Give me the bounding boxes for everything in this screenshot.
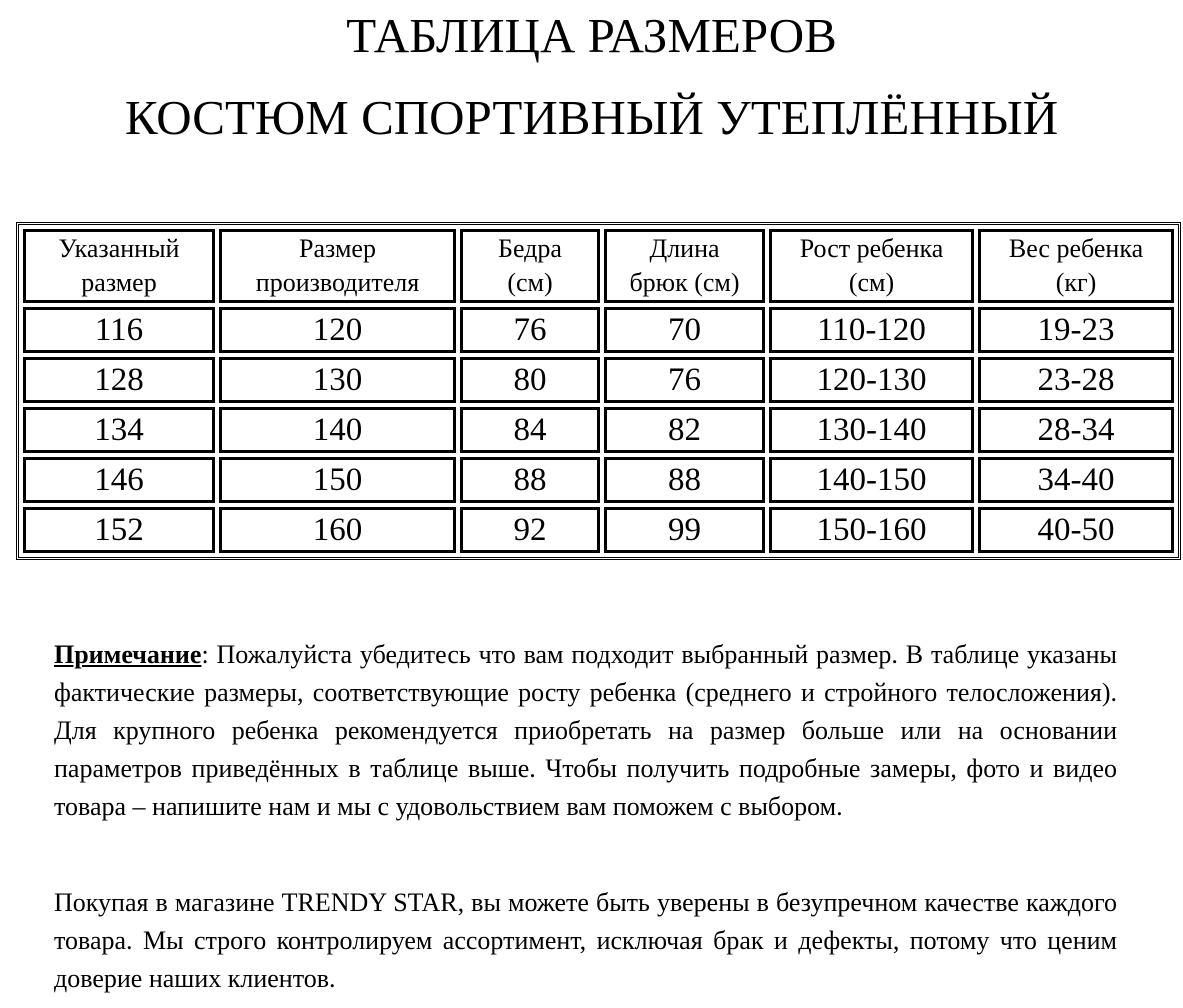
table-cell: 130	[219, 357, 456, 403]
table-row	[23, 407, 1174, 453]
table-cell: 116	[23, 307, 215, 353]
size-chart-table	[16, 222, 1181, 560]
table-cell: 92	[460, 507, 600, 553]
table-cell: 88	[460, 457, 600, 503]
table-cell: 40-50	[978, 507, 1174, 553]
header-cell: Размер производителя	[219, 229, 456, 303]
header-cell: Вес ребенка (кг)	[978, 229, 1174, 303]
table-row	[23, 307, 1174, 353]
table-cell: 120-130	[769, 357, 974, 403]
store-paragraph: Покупая в магазине TRENDY STAR, вы можете быть уверены в безупречном качестве каждого товара. Мы строго контролируем ассортимент, исключая брак и дефекты, потому что ценим доверие наших клиентов.	[54, 888, 1117, 993]
table-cell: 34-40	[978, 457, 1174, 503]
page-title: ТАБЛИЦА РАЗМЕРОВ	[346, 8, 837, 63]
table-cell: 99	[604, 507, 765, 553]
product-title: КОСТЮМ СПОРТИВНЫЙ УТЕПЛЁННЫЙ	[124, 90, 1059, 145]
table-cell: 150	[219, 457, 456, 503]
table-cell: 82	[604, 407, 765, 453]
header-cell: Бедра (см)	[460, 229, 600, 303]
table-cell: 84	[460, 407, 600, 453]
table-cell: 19-23	[978, 307, 1174, 353]
note-paragraph	[54, 636, 1117, 826]
table-cell: 76	[460, 307, 600, 353]
table-cell: 146	[23, 457, 215, 503]
header-cell: Рост ребенка (см)	[769, 229, 974, 303]
table-cell: 76	[604, 357, 765, 403]
note-text: : Пожалуйста убедитесь что вам подходит выбранный размер. В таблице указаны фактические размеры, соответствующие росту ребенка (среднего и стройного телосложения). Для крупного ребенка рекомендуется приобретать на размер больше или на основании параметров приведённых в таблице выше. Чтобы получить подробные замеры, фото и видео товара – напишите нам и мы с удовольствием вам поможем с выбором.	[54, 640, 1117, 821]
table-cell: 110-120	[769, 307, 974, 353]
table-header-row	[23, 229, 1174, 303]
header-cell: Длина брюк (см)	[604, 229, 765, 303]
table-cell: 134	[23, 407, 215, 453]
table-cell: 130-140	[769, 407, 974, 453]
table-cell: 160	[219, 507, 456, 553]
table-cell: 150-160	[769, 507, 974, 553]
table-row	[23, 507, 1174, 553]
table-cell: 23-28	[978, 357, 1174, 403]
table-cell: 80	[460, 357, 600, 403]
header-cell: Указанный размер	[23, 229, 215, 303]
table-cell: 140-150	[769, 457, 974, 503]
table-cell: 152	[23, 507, 215, 553]
note-label: Примечание	[54, 640, 202, 669]
table-cell: 88	[604, 457, 765, 503]
table-cell: 70	[604, 307, 765, 353]
table-cell: 28-34	[978, 407, 1174, 453]
table-cell: 120	[219, 307, 456, 353]
table-row	[23, 457, 1174, 503]
table-cell: 128	[23, 357, 215, 403]
table-cell: 140	[219, 407, 456, 453]
table-row	[23, 357, 1174, 403]
